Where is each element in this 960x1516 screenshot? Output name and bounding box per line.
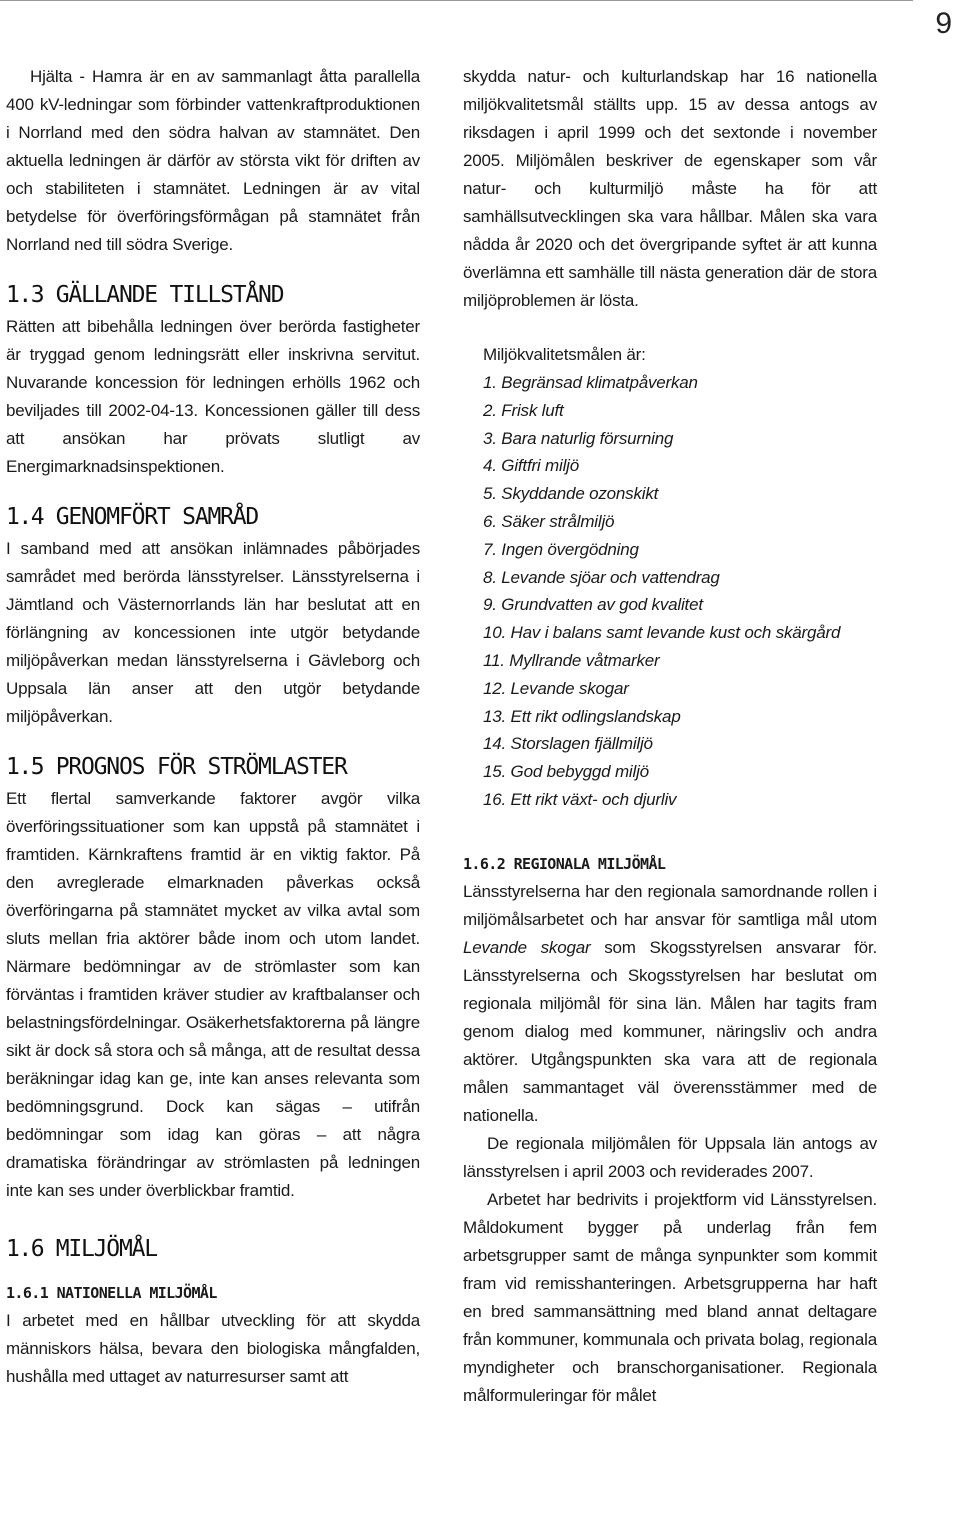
- list-item: 13. Ett rikt odlingslandskap: [483, 706, 681, 726]
- section-1-4-heading: [6, 503, 420, 531]
- section-1-6-1-body: I arbetet med en hållbar utveckling för att skydda människors hälsa, bevara den biologiska mångfalden, hushålla med uttaget av naturresurser samt att: [6, 1311, 420, 1386]
- list-item: 2. Frisk luft: [483, 400, 564, 420]
- section-number: 1.4: [6, 504, 44, 530]
- text-run: Länsstyrelserna har den regionala samordnande rollen i miljömålsarbetet och har ansvar för samtliga mål utom: [463, 881, 877, 929]
- section-1-6-2-heading: 1.6.2 REGIONALA MILJÖMÅL: [463, 854, 666, 873]
- intro-paragraph: Hjälta - Hamra är en av sammanlagt åtta parallella 400 kV-ledningar som förbinder vattenkraftproduktionen i Norrland med den södra halvan av stamnätet. Den aktuella ledningen är därför av största vikt för driften av och stabiliteten i stamnätet. Ledningen är av vital betydelse för överföringsförmågan på stamnätet från Norrland ned till södra Sverige.: [6, 67, 420, 254]
- text-run: som Skogsstyrelsen ansvarar för. Länsstyrelserna och Skogsstyrelsen har beslutat om regionala miljömål för sina län. Målen har tagits fram genom dialog med kommuner, näringsliv och andra aktörer. Utgångspunkten ska vara att de regionala målen sammantaget väl överensstämmer med de nationella.: [463, 937, 877, 1125]
- environmental-goals-list: [483, 341, 877, 814]
- goals-title: Miljökvalitetsmålen är:: [483, 345, 646, 364]
- list-item: 5. Skyddande ozonskikt: [483, 484, 659, 504]
- section-1-6-2-body-1: [463, 878, 877, 1130]
- header-rule: [0, 0, 913, 2]
- section-title: GÄLLANDE TILLSTÅND: [55, 282, 284, 308]
- section-1-5-heading: [6, 753, 420, 781]
- section-1-4-body: I samband med att ansökan inlämnades påbörjades samrådet med berörda länsstyrelser. Länsstyrelserna i Jämtland och Västernorrlands län har beslutat att en förlängning av koncessionen inte utgör betydande miljöpåverkan medan länsstyrelserna i Gävleborg och Uppsala län anser att den utgör betydande miljöpåverkan.: [6, 539, 420, 726]
- section-1-6-2-body-3: Arbetet har bedrivits i projektform vid Länsstyrelsen. Måldokument bygger på underlag från fem arbetsgrupper samt de många synpunkter som kommit fram vid remisshanteringen. Arbetsgrupperna har haft en bred sammansättning med bland annat deltagare från kommuner, kommunala och privata bolag, regionala myndigheter och branschorganisationer. Regionala målformuleringar för målet: [463, 1189, 877, 1405]
- section-title: PROGNOS FÖR STRÖMLASTER: [55, 754, 347, 780]
- list-item: 12. Levande skogar: [483, 678, 629, 698]
- list-item: 1. Begränsad klimatpåverkan: [483, 373, 698, 392]
- section-title: GENOMFÖRT SAMRÅD: [55, 504, 259, 530]
- left-column: [6, 63, 420, 1391]
- list-item: 7. Ingen övergödning: [483, 539, 639, 559]
- section-1-6-heading: [6, 1235, 420, 1263]
- list-item: 6. Säker strålmiljö: [483, 511, 615, 531]
- list-item: 15. God bebyggd miljö: [483, 762, 649, 782]
- right-column: [463, 63, 877, 1410]
- list-item: 3. Bara naturlig försurning: [483, 428, 674, 448]
- emphasis-text: Levande skogar: [463, 937, 591, 957]
- section-1-5-body: Ett flertal samverkande faktorer avgör vilka överföringssituationer som kan uppstå på stamnätet i framtiden. Kärnkraftens framtid är en viktig faktor. På den avreglerade elmarknaden påverkas också överföringarna på stamnätet mycket av vilka avtal som sluts mellan fria aktörer både inom och utom landet. Närmare bedömningar av de strömlaster som kan förväntas i framtiden kräver studier av kraftbalanser och belastningsfördelningar. Osäkerhetsfaktorerna på längre sikt är dock så stora och så många, att de resultat dessa beräkningar idag kan ge, inte kan anses relevanta som bedömningsgrund. Dock kan sägas – utifrån bedömningar som idag kan göras – att några dramatiska förändringar av strömlasten på ledningen inte kan ses under överblickbar framtid.: [6, 789, 420, 1200]
- list-item: 16. Ett rikt växt- och djurliv: [483, 789, 677, 809]
- list-item: 4. Giftfri miljö: [483, 456, 579, 476]
- section-1-6-1-heading: 1.6.1 NATIONELLA MILJÖMÅL: [6, 1284, 217, 1302]
- section-1-3-body: Rätten att bibehålla ledningen över berörda fastigheter är tryggad genom ledningsrätt eller inskrivna servitut. Nuvarande koncession för ledningen erhölls 1962 och beviljades till 2002-04-13. Koncessionen gäller till dess att ansökan har prövats slutligt av Energimarknadsinspektionen.: [6, 317, 420, 476]
- list-item: 9. Grundvatten av god kvalitet: [483, 595, 703, 615]
- page-number: 9: [935, 7, 952, 40]
- section-1-6-2-body-2: De regionala miljömålen för Uppsala län antogs av länsstyrelsen i april 2003 och reviderades 2007.: [463, 1133, 877, 1181]
- list-item: 8. Levande sjöar och vattendrag: [483, 567, 720, 587]
- list-item: 14. Storslagen fjällmiljö: [483, 734, 653, 754]
- continued-paragraph: skydda natur- och kulturlandskap har 16 nationella miljökvalitetsmål ställts upp. 15 av dessa antogs av riksdagen i april 1999 och det sextonde i november 2005. Miljömålen beskriver de egenskaper som vår natur- och kulturmiljö måste ha för att samhällsutvecklingen ska vara hållbar. Målen ska vara nådda år 2020 och det övergripande syftet är att kunna överlämna ett samhälle till nästa generation där de stora miljöproblemen är lösta.: [463, 67, 877, 310]
- section-number: 1.3: [6, 282, 44, 308]
- section-1-3-heading: [6, 281, 420, 309]
- section-number: 1.5: [6, 754, 44, 780]
- section-number: 1.6: [6, 1236, 44, 1262]
- list-item: 11. Myllrande våtmarker: [483, 650, 660, 670]
- section-title: MILJÖMÅL: [55, 1236, 157, 1262]
- list-item: 10. Hav i balans samt levande kust och skärgård: [483, 623, 841, 643]
